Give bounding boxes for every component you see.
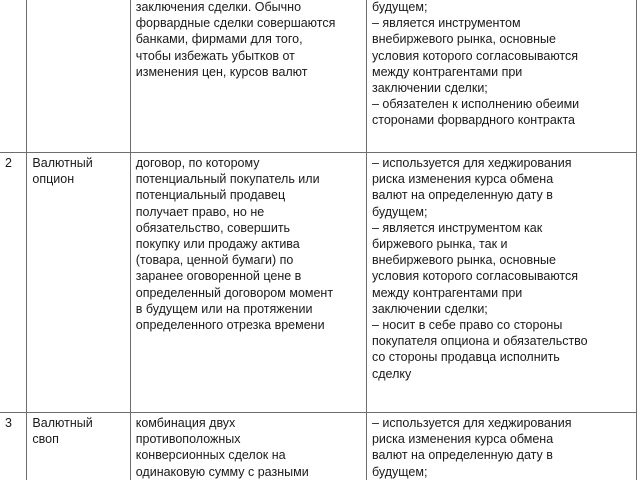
instrument-name-cell <box>27 0 130 153</box>
text-line: – носит в себе право со стороны <box>371 318 563 333</box>
definition-cell <box>130 153 366 413</box>
text-line: биржевого рынка, так и <box>371 237 508 252</box>
text-line: покупателя опциона и обязательство <box>371 334 588 349</box>
text-line: противоположных <box>135 432 241 447</box>
text-line: будущем; <box>371 204 428 219</box>
text-line: (товара, ценной бумаги) по <box>135 253 294 268</box>
text-line: обязательство, совершить <box>135 220 291 235</box>
text-line: сторонами форвардного контракта <box>371 113 575 128</box>
text-line: в будущем или на протяжении <box>135 301 313 316</box>
text-line: получает право, но не <box>135 204 265 219</box>
text-line: условия которого согласовываются <box>371 48 579 63</box>
text-line: изменения цен, курсов валют <box>135 64 308 79</box>
text-line: между контрагентами при <box>371 64 523 79</box>
definition-cell <box>130 0 366 153</box>
text-line: – используется для хеджирования <box>371 416 572 430</box>
text-line: форвардные сделки совершаются <box>135 16 336 31</box>
definition-cell <box>130 413 366 480</box>
text-line: внебиржевого рынка, основные <box>371 253 556 268</box>
text-line: банками, фирмами для того, <box>135 32 303 47</box>
text-line: чтобы избежать убытков от <box>135 48 295 63</box>
text-line: – является инструментом <box>371 16 521 31</box>
text-line: своп <box>32 432 59 447</box>
text-line: договор, по которому <box>135 156 260 170</box>
table-row <box>0 0 637 153</box>
text-line: комбинация двух <box>135 416 236 430</box>
text-line: определенного отрезка времени <box>135 318 325 333</box>
text-line: риска изменения курса обмена <box>371 432 554 447</box>
features-cell <box>366 153 636 413</box>
text-line: одинаковую сумму с разными <box>135 464 309 479</box>
text-line: опцион <box>32 172 75 187</box>
text-line: сделку <box>371 366 412 381</box>
text-line: со стороны продавца исполнить <box>371 350 560 365</box>
text-line: внебиржевого рынка, основные <box>371 32 556 47</box>
text-line: – используется для хеджирования <box>371 156 572 170</box>
row-number: 3 <box>5 416 12 430</box>
instrument-name-cell <box>27 153 130 413</box>
text-line: между контрагентами при <box>371 285 523 300</box>
text-line: – обязателен к исполнению обеими <box>371 97 580 112</box>
table-row <box>0 153 637 413</box>
instrument-name-cell <box>27 413 130 480</box>
text-line: потенциальный покупатель или <box>135 172 320 187</box>
text-line: потенциальный продавец <box>135 188 286 203</box>
text-line: покупку или продажу актива <box>135 237 300 252</box>
text-line: будущем; <box>371 0 428 14</box>
row-number-cell <box>0 413 27 480</box>
text-line: будущем; <box>371 464 428 479</box>
text-line: заключении сделки; <box>371 301 488 316</box>
table-row <box>0 413 637 480</box>
text-line: – является инструментом как <box>371 220 543 235</box>
text-line: Валютный <box>32 156 93 170</box>
text-line: валют на определенную дату в <box>371 188 553 203</box>
text-line: Валютный <box>32 416 93 430</box>
text-line: заключении сделки; <box>371 81 488 96</box>
features-cell <box>366 0 636 153</box>
text-line: условия которого согласовываются <box>371 269 579 284</box>
row-number-cell <box>0 0 27 153</box>
row-number: 2 <box>5 156 12 170</box>
text-line: риска изменения курса обмена <box>371 172 554 187</box>
text-line: заключения сделки. Обычно <box>135 0 302 14</box>
features-cell <box>366 413 636 480</box>
text-line: валют на определенную дату в <box>371 448 553 463</box>
text-line: заранее оговоренной цене в <box>135 269 302 284</box>
text-line: определенный договором момент <box>135 285 334 300</box>
text-line: конверсионных сделок на <box>135 448 286 463</box>
row-number-cell <box>0 153 27 413</box>
